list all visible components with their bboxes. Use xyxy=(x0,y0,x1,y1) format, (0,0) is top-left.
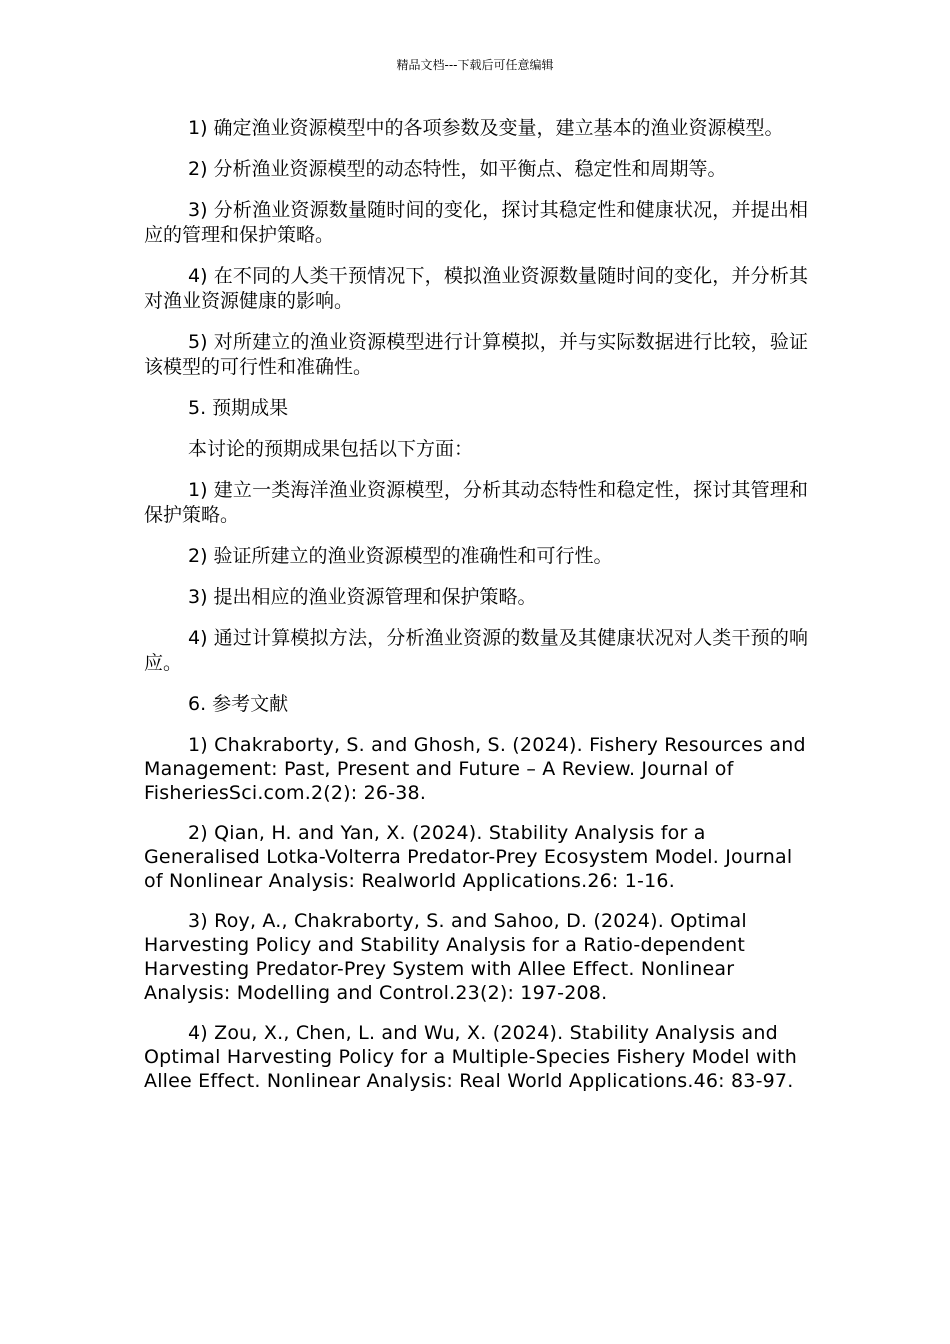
section-heading-expected-results: 5. 预期成果 xyxy=(188,397,289,419)
reference-item-2: 2) Qian, H. and Yan, X. (2024). Stability Analysis for a Generalised Lotka-Volterra Predator-Prey Ecosystem Model. Journal of Nonlinear Analysis: Realworld Applications.26: 1-16. xyxy=(144,822,793,892)
reference-item-1: 1) Chakraborty, S. and Ghosh, S. (2024). Fishery Resources and Management: Past, Present and Future – A Review. Journal of FisheriesSci.com.2(2): 26-38. xyxy=(144,734,806,804)
reference-item-3: 3) Roy, A., Chakraborty, S. and Sahoo, D. (2024). Optimal Harvesting Policy and Stability Analysis for a Ratio-dependent Harvesting Predator-Prey System with Allee Effect. Nonlinear Analysis: Modelling and Control.23(2): 197-208. xyxy=(144,910,747,1004)
task-item-3: 3) 分析渔业资源数量随时间的变化，探讨其稳定性和健康状况，并提出相应的管理和保护策略。 xyxy=(144,199,808,246)
result-item-1: 1) 建立一类海洋渔业资源模型，分析其动态特性和稳定性，探讨其管理和保护策略。 xyxy=(144,479,808,526)
reference-item-4: 4) Zou, X., Chen, L. and Wu, X. (2024). Stability Analysis and Optimal Harvesting Policy for a Multiple-Species Fishery Model with Allee Effect. Nonlinear Analysis: Real World Applications.46: 83-97. xyxy=(144,1022,798,1092)
result-item-3: 3) 提出相应的渔业资源管理和保护策略。 xyxy=(188,586,537,608)
document-body xyxy=(144,116,808,1109)
task-item-5: 5) 对所建立的渔业资源模型进行计算模拟，并与实际数据进行比较，验证该模型的可行性和准确性。 xyxy=(144,331,808,378)
expected-results-intro: 本讨论的预期成果包括以下方面： xyxy=(188,438,474,460)
task-item-1: 1) 确定渔业资源模型中的各项参数及变量，建立基本的渔业资源模型。 xyxy=(188,117,784,139)
page-header: 精品文档---下载后可任意编辑 xyxy=(396,58,554,72)
task-item-2: 2) 分析渔业资源模型的动态特性，如平衡点、稳定性和周期等。 xyxy=(188,158,727,180)
result-item-2: 2) 验证所建立的渔业资源模型的准确性和可行性。 xyxy=(188,545,613,567)
task-item-4: 4) 在不同的人类干预情况下，模拟渔业资源数量随时间的变化，并分析其对渔业资源健康的影响。 xyxy=(144,265,808,312)
section-heading-references: 6. 参考文献 xyxy=(188,693,289,715)
result-item-4: 4) 通过计算模拟方法，分析渔业资源的数量及其健康状况对人类干预的响应。 xyxy=(144,627,808,674)
